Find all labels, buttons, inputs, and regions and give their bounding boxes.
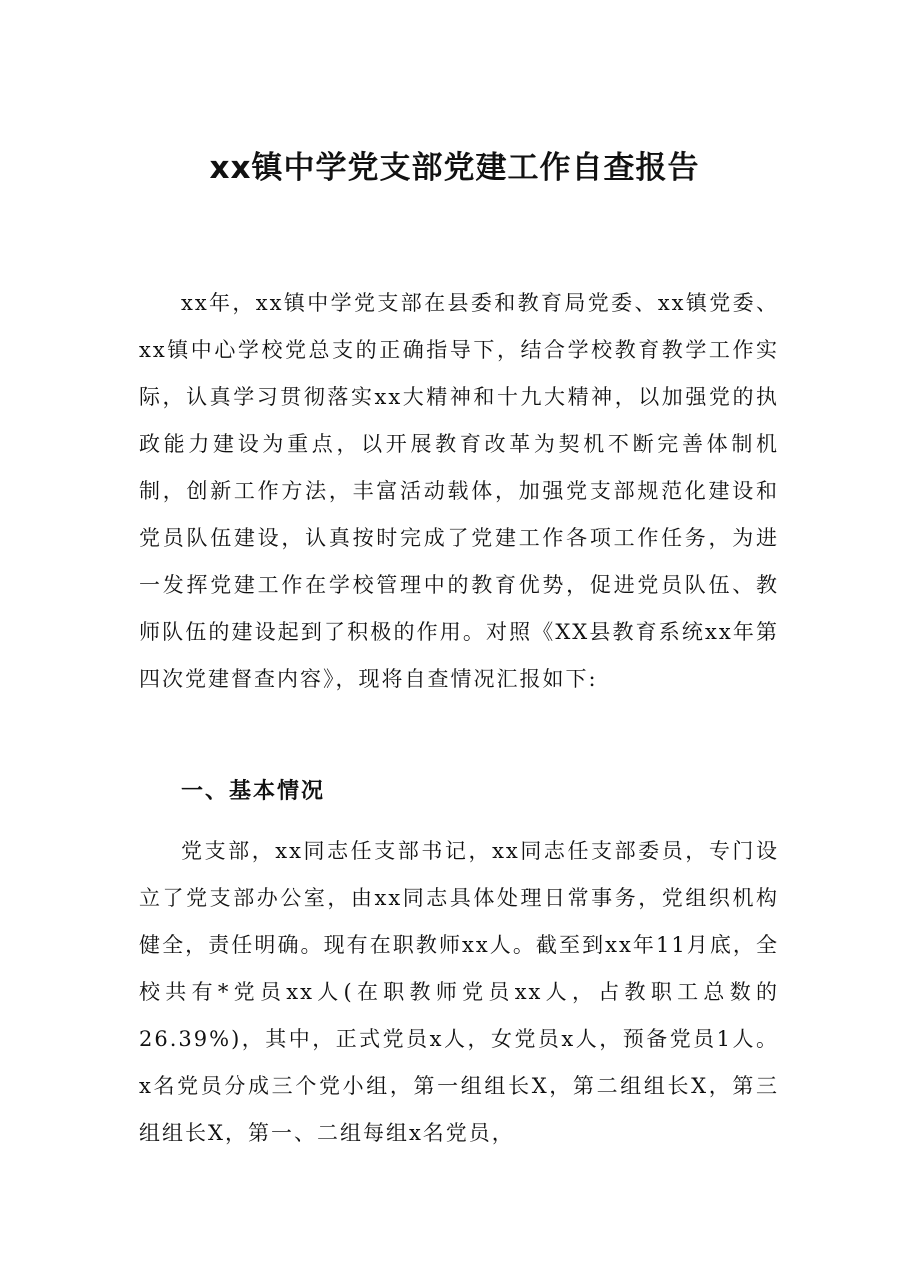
section-heading-basic-info: 一、基本情况 [181, 779, 326, 804]
document-title: xx镇中学党支部党建工作自查报告 [209, 150, 700, 186]
section-paragraph-basic-info: 党支部，xx同志任支部书记，xx同志任支部委员，专门设立了党支部办公室，由xx同志具体处理日常事务，党组织机构健全，责任明确。现有在职教师xx人。截至到xx年11月底，全校共有*党员xx人(在职教师党员xx人，占教职工总数的26.39%)，其中，正式党员x人，女党员x人，预备党员1人。x名党员分成三个党小组，第一组组长X，第二组组长X，第三组组长X，第一、二组每组x名党员， [139, 839, 779, 1145]
intro-paragraph: xx年，xx镇中学党支部在县委和教育局党委、xx镇党委、xx镇中心学校党总支的正确指导下，结合学校教育教学工作实际，认真学习贯彻落实xx大精神和十九大精神，以加强党的执政能力建设为重点，以开展教育改革为契机不断完善体制机制，创新工作方法，丰富活动载体，加强党支部规范化建设和党员队伍建设，认真按时完成了党建工作各项工作任务，为进一发挥党建工作在学校管理中的教育优势，促进党员队伍、教师队伍的建设起到了积极的作用。对照《XX县教育系统xx年第四次党建督查内容》，现将自查情况汇报如下: [139, 291, 779, 691]
